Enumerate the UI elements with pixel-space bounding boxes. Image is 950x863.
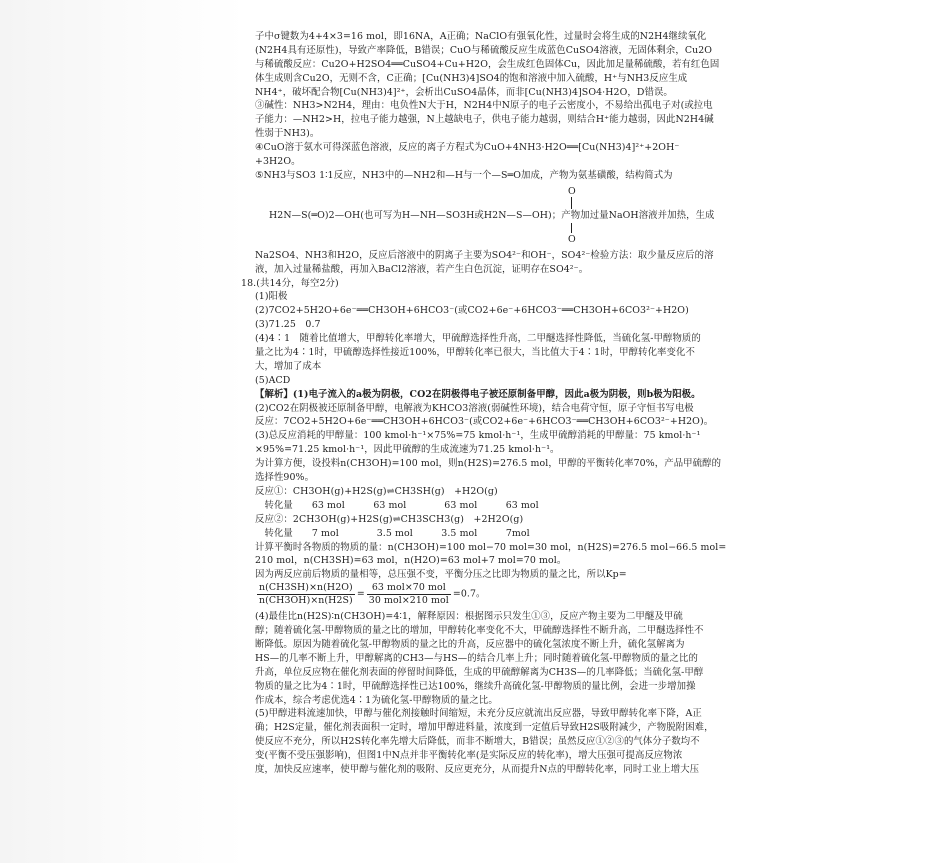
analysis-line: 确；H2S定量，催化剂表面积一定时，增加甲醇进料量，浓度到一定值后导致H2S吸附减少，产物脱附困难， [255,722,714,734]
analysis-line: 转化量 7 mol 3.5 mol 3.5 mol 7mol [255,527,530,539]
sulfamic-acid-structure [255,185,815,249]
top-paragraphs [255,30,815,183]
text-line: ③碱性：NH3>N2H4，理由：电负性N大于H，N2H4中N原子的电子云密度小，不易给出孤电子对(或拉电 [255,100,713,112]
answer-line: (4)4∶1 随着比值增大，甲醇转化率增大，甲硫醇选择性升高，二甲醚选择性降低，当硫化氢-甲醇物质的 [255,333,701,345]
text-line: 子能力：—NH2>H，拉电子能力越强，N上越缺电子，供电子能力越弱，则结合H⁺能力越弱，因此N2H4碱 [255,114,714,126]
text-line: (N2H4具有还原性)，导致产率降低，B错误；CuO与稀硫酸反应生成蓝色CuSO4溶液，无固体剩余，Cu2O [255,44,713,56]
text-line: 子中σ键数为4+4×3=16 mol，即16NA，A正确；NaClO有强氧化性，过量时会将生成的N2H4继续氧化 [255,31,707,42]
analysis-line: (5)甲醇进料流速加快，甲醇与催化剂接触时间缩短，未充分反应就流出反应器，导致甲醇转化率下降，A正 [255,708,702,720]
analysis-line: 度，加快反应速率，使甲醇与催化剂的吸附、反应更充分，从而提升N点的甲醇转化率，同时工业上增大压 [255,763,700,775]
structure-double-bond-bottom [571,223,572,233]
kp-fraction-right [367,582,451,607]
text-line: 液，加入过量稀盐酸，再加入BaCl2溶液，若产生白色沉淀，证明存在SO4²⁻。 [255,263,589,275]
text-line: 与稀硫酸反应：Cu2O+H2SO4══CuSO4+Cu+H2O，会生成红色固体Cu，因此加足量稀硫酸，若有红色固 [255,58,720,70]
analysis-line: ×95%=71.25 kmol·h⁻¹，因此甲硫醇的生成流速为71.25 kmol·h⁻¹。 [255,444,560,456]
answer-line: 量之比为4∶1时，甲硫醇选择性接近100%，甲醇转化率已很大，当比值大于4∶1时，甲醇转化率变化不 [255,347,695,359]
answer-line: 大，增加了成本 [255,360,322,372]
analysis-line: (4)最佳比n(H2S)∶n(CH3OH)=4∶1，解释原因：根据图示只发生①③，反应产物主要为二甲醚及甲硫 [255,611,683,623]
text-line: ④CuO溶于氨水可得深蓝色溶液，反应的离子方程式为CuO+4NH3·H2O══[Cu(NH3)4]²⁺+2OH⁻ [255,142,680,154]
analysis-line: 物质的量之比为4∶1时，甲硫醇选择性已达100%，继续升高硫化氢-甲醇物质的量比例，会进一步增加操 [255,680,696,692]
analysis-line: 因为两反应前后物质的量相等，总压强不变，平衡分压之比即为物质的量之比，所以Kp= [255,569,627,581]
text-line: Na2SO4、NH3和H2O，反应后溶液中的阴离子主要为SO4²⁻和OH⁻，SO4²⁻检验方法：取少量反应后的溶 [255,249,714,261]
analysis-line: 【解析】(1)电子流入的a极为阴极，CO2在阴极得电子被还原制备甲醇，因此a极为阴极，则b极为阳极。 [255,388,701,400]
analysis-line: (3)总反应消耗的甲醇量：100 kmol·h⁻¹×75%=75 kmol·h⁻¹，生成甲硫醇消耗的甲醇量：75 kmol·h⁻¹ [255,430,701,442]
structure-formula-line: H2N—S(═O)2—OH(也可写为H—NH—SO3H或H2N—S—OH)；产物加过量NaOH溶液并加热，生成 [269,209,715,221]
analysis-line: 变(平衡不受压强影响)，但图1中N点并非平衡转化率(是实际反应的转化率)，增大压强可提高反应物浓 [255,750,683,762]
answers-list [255,290,815,387]
analysis-line: 断降低。原因为随着硫化氢-甲醇物质的量之比的升高，反应器中的硫化氢浓度不断上升，硫化氢解离为 [255,638,685,650]
text-line: 体生成则含Cu2O，无则不含，C正确；[Cu(NH3)4]SO4的饱和溶液中加入硫酸，H⁺与NH3反应生成 [255,72,688,84]
question-18-header: 18.(共14分，每空2分) [241,277,339,289]
answer-line: (3)71.25 0.7 [255,319,321,331]
analysis-section [255,388,815,777]
analysis-line: 醇；随着硫化氢-甲醇物质的量之比的增加，甲醇转化率变化不大，甲硫醇选择性不断升高，二甲醚选择性不 [255,625,704,637]
analysis-line: 为计算方便，设投料n(CH3OH)=100 mol，则n(H2S)=276.5 mol，甲醇的平衡转化率70%，产品甲硫醇的 [255,458,722,470]
fraction-denominator: 30 mol×210 mol [368,595,449,607]
kp-result: =0.7。 [452,588,486,600]
fraction-numerator: 63 mol×70 mol [367,582,451,595]
answer-line: (1)阳极 [255,291,288,303]
structure-double-bond-top [571,197,572,209]
mid-paragraphs [255,249,815,277]
text-line: +3H2O。 [255,156,301,168]
answer-text-block [241,30,815,777]
analysis-line: 选择性90%。 [255,472,315,484]
analysis-line: 反应：7CO2+5H2O+6e⁻══CH3OH+6HCO3⁻(或CO2+6e⁻+6HCO3⁻══CH3OH+6CO3²⁻+H2O)。 [255,416,714,428]
answer-line: (5)ACD [255,374,291,386]
fraction-numerator: n(CH3SH)×n(H2O) [259,582,353,594]
structure-oxygen-top: O [568,185,576,197]
kp-fraction-line: $\frac{n(CH3SH)\times n(H2O)}{n(CH3OH)\times n(H2S)}$ = $\frac{\text{63 mol×70 mol}}{\text{30 mol×210 mol}}$ =0.7。 [259,582,486,607]
text-line: NH4⁺，破坏配合物[Cu(NH3)4]²⁺，会析出CuSO4晶体，而非[Cu(NH3)4]SO4·H2O，D错误。 [255,86,673,98]
kp-fraction-left [257,582,355,607]
text-line: 性弱于NH3)。 [255,128,320,140]
analysis-line: HS—的几率不断上升，甲醇解离的CH3—与HS—的结合几率上升；同时随着硫化氢-甲醇物质的量之比的 [255,652,698,664]
analysis-line: 计算平衡时各物质的物质的量：n(CH3OH)=100 mol−70 mol=30 mol，n(H2S)=276.5 mol−66.5 mol= [255,541,727,553]
analysis-line: 反应①：CH3OH(g)+H2S(g)⇌CH3SH(g) +H2O(g) [255,485,498,497]
analysis-line: (2)CO2在阴极被还原制备甲醇，电解液为KHCO3溶液(弱碱性环境)，结合电荷守恒，原子守恒书写电极 [255,402,694,414]
answer-line: (2)7CO2+5H2O+6e⁻══CH3OH+6HCO3⁻(或CO2+6e⁻+6HCO3⁻══CH3OH+6CO3²⁻+H2O) [255,305,689,317]
analysis-line: 升高，单位反应物在催化剂表面的停留时间降低，生成的甲硫醇解离为CH3S—的几率降低；当硫化氢-甲醇 [255,666,704,678]
analysis-line: 转化量 63 mol 63 mol 63 mol 63 mol [255,499,539,511]
analysis-line: 反应②：2CH3OH(g)+H2S(g)⇌CH3SCH3(g) +2H2O(g) [255,513,524,525]
analysis-line: 210 mol，n(CH3SH)=63 mol，n(H2O)=63 mol+7 mol=70 mol。 [255,555,567,567]
analysis-line: 使反应不充分，所以H2S转化率先增大后降低，而非不断增大，B错误；虽然反应①②③的气体分子数均不 [255,736,700,748]
fraction-denominator: n(CH3OH)×n(H2S) [259,595,353,607]
analysis-line: 作成本，综合考虑优选4∶1为硫化氢-甲醇物质的量之比。 [255,694,498,706]
text-line: ⑤NH3与SO3 1∶1反应，NH3中的—NH2和—H与一个—S═O加成，产物为氨基磺酸，结构简式为 [255,169,673,181]
structure-oxygen-bottom: O [568,233,576,245]
